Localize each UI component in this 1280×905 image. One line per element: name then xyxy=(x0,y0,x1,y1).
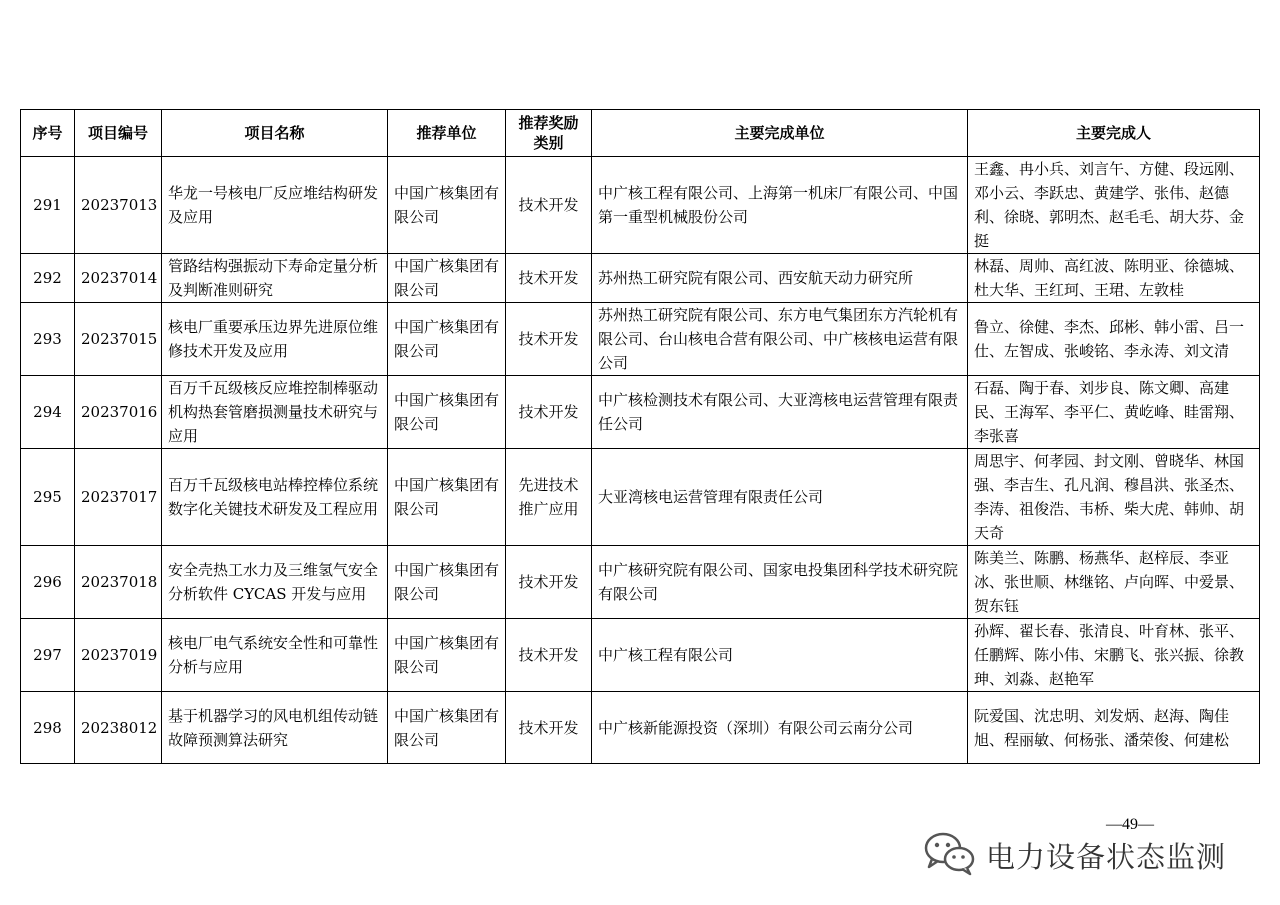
cell-main-units: 中广核检测技术有限公司、大亚湾核电运营管理有限责任公司 xyxy=(592,376,968,449)
cell-project-name: 核电厂电气系统安全性和可靠性分析与应用 xyxy=(162,619,388,692)
cell-award-category: 技术开发 xyxy=(506,157,592,254)
cell-main-units: 中广核工程有限公司 xyxy=(592,619,968,692)
cell-main-units: 中广核工程有限公司、上海第一机床厂有限公司、中国第一重型机械股份公司 xyxy=(592,157,968,254)
cell-recommender: 中国广核集团有限公司 xyxy=(388,376,506,449)
cell-project-code: 20238012 xyxy=(75,692,162,764)
cell-main-units: 中广核研究院有限公司、国家电投集团科学技术研究院有限公司 xyxy=(592,546,968,619)
cell-recommender: 中国广核集团有限公司 xyxy=(388,546,506,619)
cell-serial: 297 xyxy=(21,619,75,692)
table-row xyxy=(21,376,1260,449)
cell-main-persons: 王鑫、冉小兵、刘言午、方健、段远刚、邓小云、李跃忠、黄建学、张伟、赵德利、徐晓、郭明杰、赵毛毛、胡大芬、金挺 xyxy=(968,157,1260,254)
table-row xyxy=(21,449,1260,546)
cell-award-category: 先进技术推广应用 xyxy=(506,449,592,546)
cell-project-name: 核电厂重要承压边界先进原位维修技术开发及应用 xyxy=(162,303,388,376)
header-project-name: 项目名称 xyxy=(162,110,388,157)
wechat-icon xyxy=(922,830,978,880)
cell-serial: 293 xyxy=(21,303,75,376)
cell-recommender: 中国广核集团有限公司 xyxy=(388,692,506,764)
cell-main-persons: 石磊、陶于春、刘步良、陈文卿、高建民、王海军、李平仁、黄屹峰、眭雷翔、李张喜 xyxy=(968,376,1260,449)
table-row xyxy=(21,692,1260,764)
cell-project-code: 20237014 xyxy=(75,254,162,303)
cell-recommender: 中国广核集团有限公司 xyxy=(388,303,506,376)
cell-project-code: 20237018 xyxy=(75,546,162,619)
cell-award-category: 技术开发 xyxy=(506,619,592,692)
cell-serial: 296 xyxy=(21,546,75,619)
cell-project-name: 华龙一号核电厂反应堆结构研发及应用 xyxy=(162,157,388,254)
cell-main-units: 苏州热工研究院有限公司、西安航天动力研究所 xyxy=(592,254,968,303)
cell-project-name: 百万千瓦级核反应堆控制棒驱动机构热套管磨损测量技术研究与应用 xyxy=(162,376,388,449)
header-main-persons: 主要完成人 xyxy=(968,110,1260,157)
cell-main-persons: 周思宇、何孝园、封文刚、曾晓华、林国强、李吉生、孔凡润、穆昌洪、张圣杰、李涛、祖俊浩、韦桥、柴大虎、韩帅、胡天奇 xyxy=(968,449,1260,546)
brand-name: 电力设备状态监测 xyxy=(986,839,1227,874)
table-row xyxy=(21,157,1260,254)
header-recommender: 推荐单位 xyxy=(388,110,506,157)
cell-project-code: 20237016 xyxy=(75,376,162,449)
cell-award-category: 技术开发 xyxy=(506,692,592,764)
cell-project-name: 安全壳热工水力及三维氢气安全分析软件 CYCAS 开发与应用 xyxy=(162,546,388,619)
cell-award-category: 技术开发 xyxy=(506,254,592,303)
cell-serial: 294 xyxy=(21,376,75,449)
header-main-units: 主要完成单位 xyxy=(592,110,968,157)
cell-recommender: 中国广核集团有限公司 xyxy=(388,254,506,303)
cell-serial: 298 xyxy=(21,692,75,764)
cell-main-persons: 林磊、周帅、高红波、陈明亚、徐德城、杜大华、王红珂、王珺、左敦桂 xyxy=(968,254,1260,303)
table-row xyxy=(21,254,1260,303)
cell-award-category: 技术开发 xyxy=(506,303,592,376)
cell-recommender: 中国广核集团有限公司 xyxy=(388,449,506,546)
cell-main-units: 苏州热工研究院有限公司、东方电气集团东方汽轮机有限公司、台山核电合营有限公司、中广核核电运营有限公司 xyxy=(592,303,968,376)
cell-main-persons: 孙辉、翟长春、张清良、叶育林、张平、任鹏辉、陈小伟、宋鹏飞、张兴振、徐教珅、刘淼、赵艳军 xyxy=(968,619,1260,692)
cell-main-persons: 陈美兰、陈鹏、杨燕华、赵梓辰、李亚冰、张世顺、林继铭、卢向晖、中爱景、贺东钰 xyxy=(968,546,1260,619)
cell-main-persons: 鲁立、徐健、李杰、邱彬、韩小雷、吕一仕、左智成、张峻铭、李永涛、刘文清 xyxy=(968,303,1260,376)
cell-recommender: 中国广核集团有限公司 xyxy=(388,619,506,692)
header-award-category: 推荐奖励类别 xyxy=(506,110,592,157)
table-row xyxy=(21,619,1260,692)
cell-main-units: 大亚湾核电运营管理有限责任公司 xyxy=(592,449,968,546)
header-project-code: 项目编号 xyxy=(75,110,162,157)
cell-project-code: 20237015 xyxy=(75,303,162,376)
page-number: —49— xyxy=(1106,816,1154,833)
cell-project-code: 20237017 xyxy=(75,449,162,546)
cell-project-name: 百万千瓦级核电站棒控棒位系统数字化关键技术研发及工程应用 xyxy=(162,449,388,546)
cell-project-name: 管路结构强振动下寿命定量分析及判断准则研究 xyxy=(162,254,388,303)
cell-serial: 295 xyxy=(21,449,75,546)
cell-project-code: 20237019 xyxy=(75,619,162,692)
table-row xyxy=(21,303,1260,376)
cell-project-code: 20237013 xyxy=(75,157,162,254)
cell-recommender: 中国广核集团有限公司 xyxy=(388,157,506,254)
brand-watermark xyxy=(922,830,1226,880)
table-row xyxy=(21,546,1260,619)
header-serial: 序号 xyxy=(21,110,75,157)
cell-award-category: 技术开发 xyxy=(506,546,592,619)
cell-main-persons: 阮爱国、沈忠明、刘发炳、赵海、陶佳旭、程丽敏、何杨张、潘荣俊、何建松 xyxy=(968,692,1260,764)
table-header-row xyxy=(21,110,1260,157)
awards-table xyxy=(20,109,1260,764)
cell-main-units: 中广核新能源投资（深圳）有限公司云南分公司 xyxy=(592,692,968,764)
cell-serial: 292 xyxy=(21,254,75,303)
cell-project-name: 基于机器学习的风电机组传动链故障预测算法研究 xyxy=(162,692,388,764)
cell-serial: 291 xyxy=(21,157,75,254)
cell-award-category: 技术开发 xyxy=(506,376,592,449)
